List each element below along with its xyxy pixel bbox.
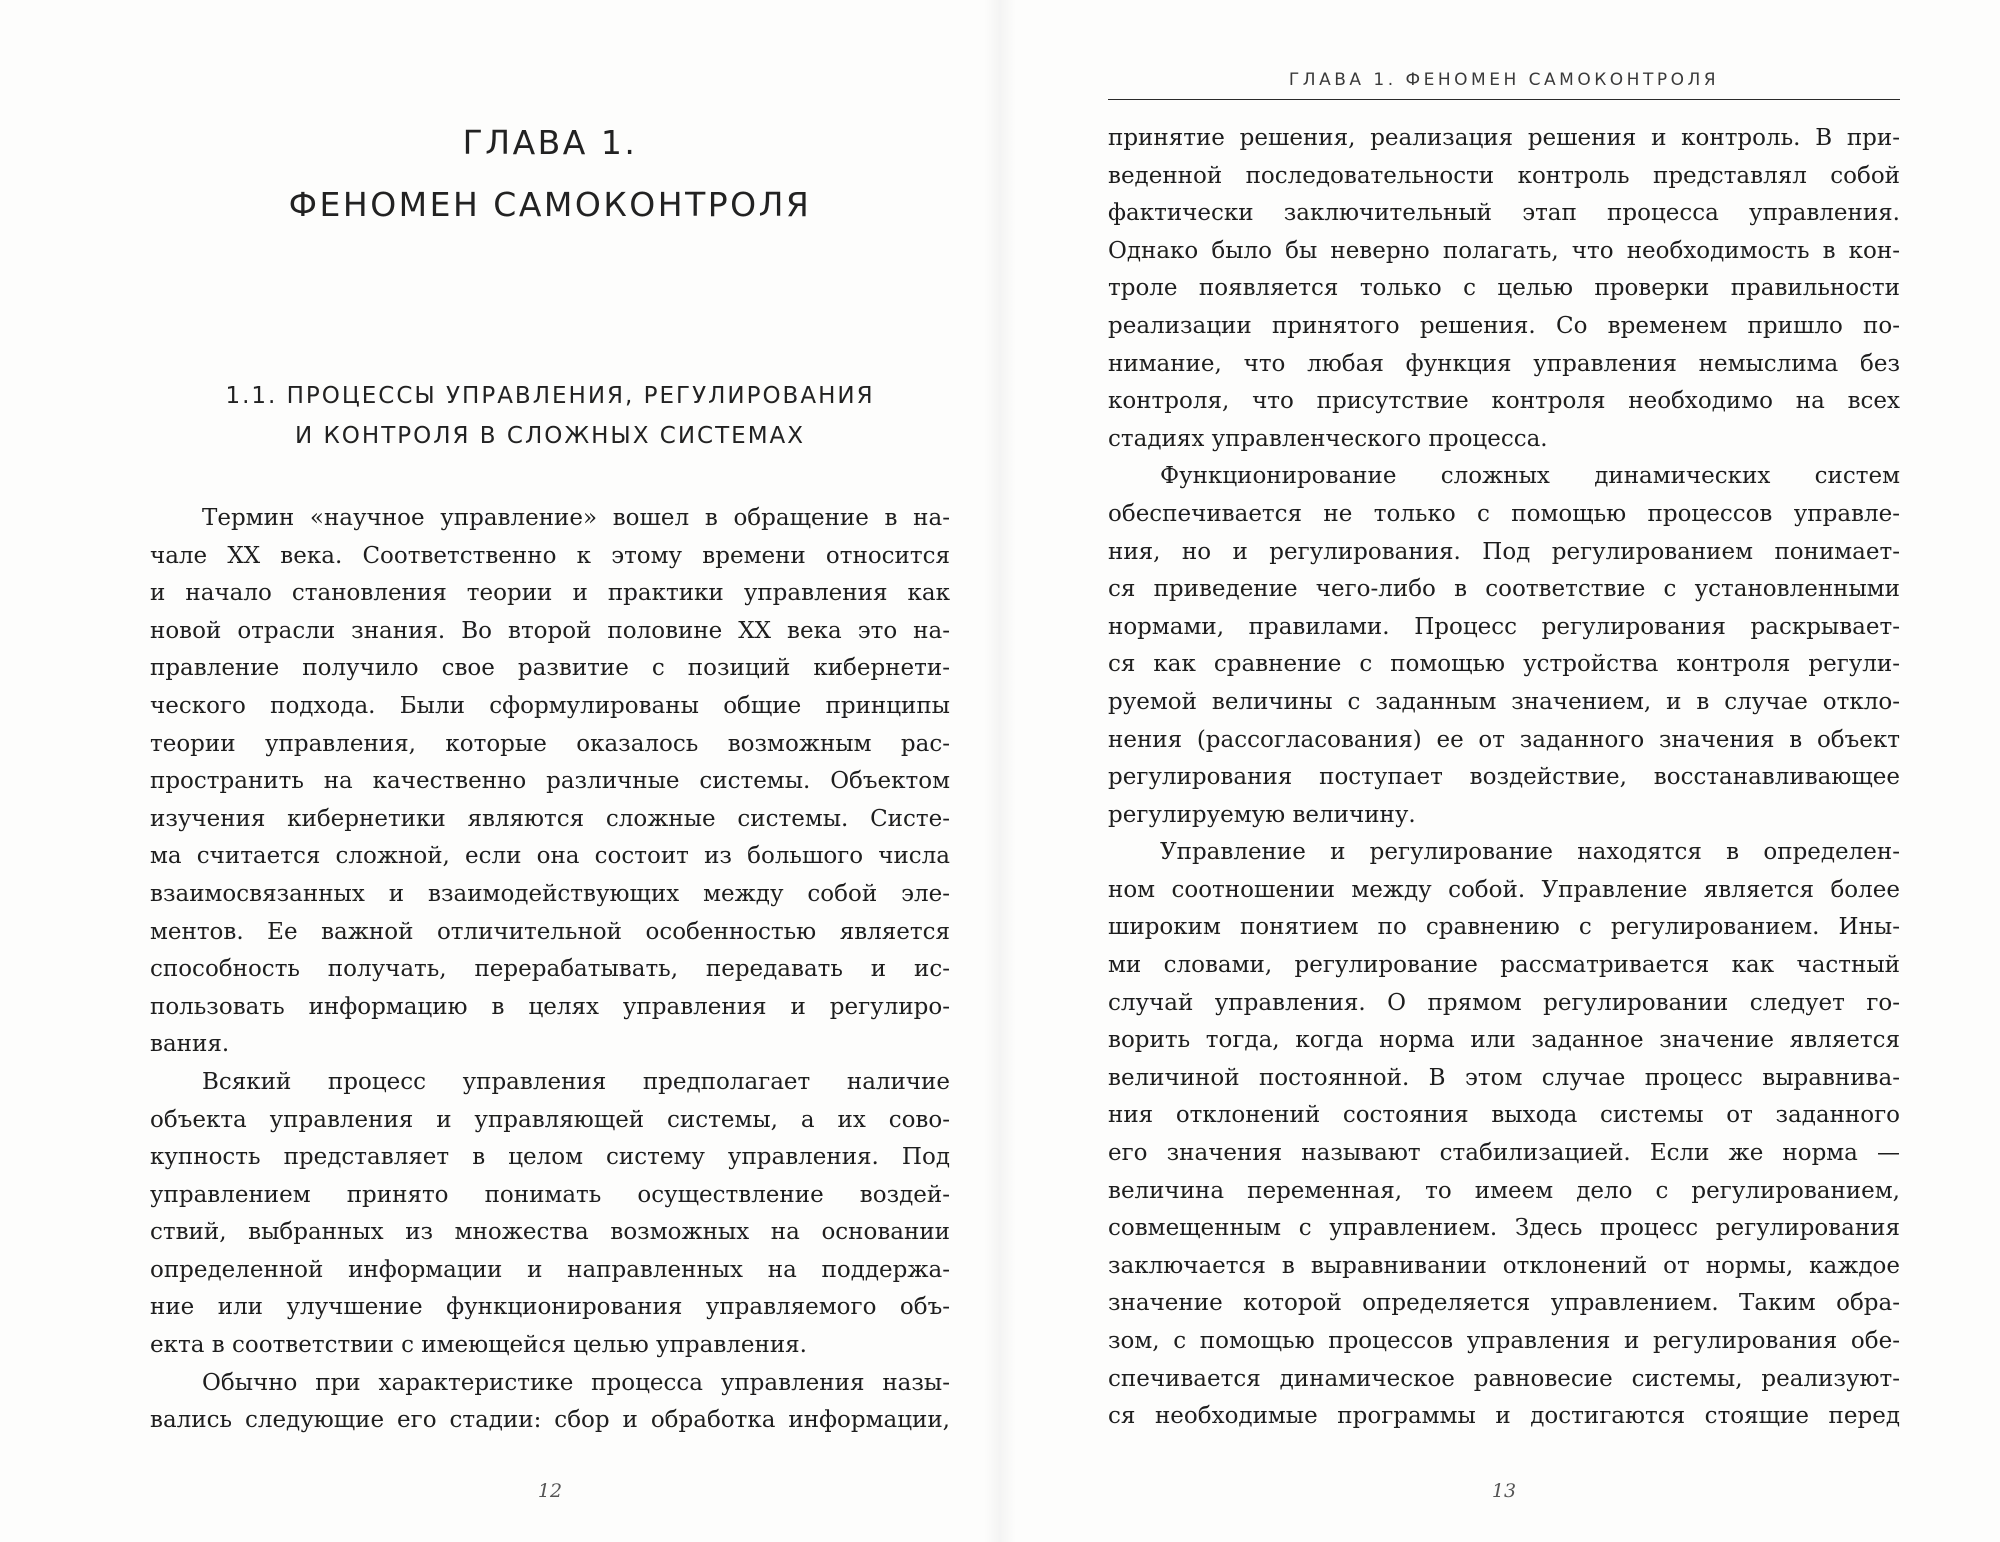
book-gutter: [984, 0, 1016, 1542]
text-line: определенной информации и направленных на поддержа-: [150, 1256, 950, 1283]
text-line: пространить на качественно различные системы. Объектом: [150, 768, 950, 795]
text-line: величиной постоянной. В этом случае процесс выравнива-: [1108, 1064, 1900, 1091]
section-title-line-2: И КОНТРОЛЯ В СЛОЖНЫХ СИСТЕМАХ: [294, 423, 806, 449]
text-line: вания.: [150, 1031, 230, 1058]
text-line: ствий, выбранных из множества возможных на основании: [150, 1219, 950, 1246]
text-line: ческого подхода. Были сформулированы общие принципы: [150, 692, 950, 719]
text-line: ния отклонений состояния выхода системы от заданного: [1108, 1102, 1900, 1129]
section-title: [150, 376, 950, 456]
text-line: значение которой определяется управлением. Таким обра-: [1108, 1290, 1900, 1317]
text-line: величина переменная, то имеем дело с регулированием,: [1108, 1177, 1900, 1204]
text-line: Управление и регулирование находятся в определен-: [1160, 839, 1900, 866]
text-line: спечивается динамическое равновесие системы, реализуют-: [1108, 1365, 1900, 1392]
text-line: ментов. Ее важной отличительной особенностью является: [150, 918, 950, 945]
chapter-title-line-1: ГЛАВА 1.: [462, 123, 638, 162]
text-line: чале XX века. Соответственно к этому времени относится: [150, 542, 950, 569]
text-line: нения (рассогласования) ее от заданного значения в объект: [1108, 726, 1900, 753]
text-line: управлением принято понимать осуществление воздей-: [150, 1181, 950, 1208]
text-line: зом, с помощью процессов управления и регулирования обе-: [1108, 1328, 1900, 1354]
text-line: ми словами, регулирование рассматривается как частный: [1108, 952, 1900, 979]
text-line: новой отрасли знания. Во второй половине XX века это на-: [150, 617, 950, 644]
text-line: ма считается сложной, если она состоит из большого числа: [150, 843, 950, 870]
text-line: руемой величины с заданным значением, и в случае откло-: [1108, 688, 1900, 715]
text-line: способность получать, перерабатывать, передавать и ис-: [150, 956, 950, 983]
text-line: веденной последовательности контроль представлял собой: [1108, 162, 1900, 189]
section-title-line-1: 1.1. ПРОЦЕССЫ УПРАВЛЕНИЯ, РЕГУЛИРОВАНИЯ: [225, 383, 875, 409]
text-line: нормами, правилами. Процесс регулирования раскрывает-: [1108, 613, 1900, 640]
text-line: Обычно при характеристике процесса управления назы-: [202, 1369, 950, 1396]
text-line: совмещенным с управлением. Здесь процесс регулирования: [1108, 1215, 1900, 1242]
text-line: Всякий процесс управления предполагает наличие: [202, 1068, 950, 1095]
right-body-text: [1108, 120, 1900, 1436]
text-line: взаимосвязанных и взаимодействующих между собой эле-: [150, 880, 950, 907]
text-line: регулируемую величину.: [1108, 801, 1416, 828]
text-line: ся приведение чего-либо в соответствие с установленными: [1108, 576, 1900, 603]
text-line: контроля, что присутствие контроля необходимо на всех: [1108, 388, 1900, 415]
text-line: ном соотношении между собой. Управление является более: [1108, 876, 1900, 903]
text-line: изучения кибернетики являются сложные системы. Систе-: [150, 805, 950, 832]
text-line: ся необходимые программы и достигаются стоящие перед: [1108, 1403, 1900, 1430]
text-line: заключается в выравнивании отклонений от нормы, каждое: [1108, 1252, 1900, 1279]
text-line: и начало становления теории и практики управления как: [150, 580, 950, 607]
text-line: ворить тогда, когда норма или заданное значение является: [1108, 1027, 1900, 1054]
text-line: принятие решения, реализация решения и контроль. В при-: [1108, 125, 1900, 151]
page-number-left: 12: [537, 1480, 563, 1502]
header-rule: [1108, 99, 1900, 100]
text-line: случай управления. О прямом регулировании следует го-: [1108, 989, 1900, 1016]
left-body-text: [150, 500, 950, 1440]
text-line: вались следующие его стадии: сбор и обработка информации,: [150, 1407, 950, 1434]
text-line: ся как сравнение с помощью устройства контроля регули-: [1108, 651, 1900, 678]
text-line: регулирования поступает воздействие, восстанавливающее: [1108, 764, 1900, 791]
text-line: купность представляет в целом систему управления. Под: [150, 1144, 950, 1171]
page-number-right: 13: [1491, 1480, 1517, 1502]
text-line: стадиях управленческого процесса.: [1108, 425, 1548, 452]
text-line: фактически заключительный этап процесса управления.: [1108, 200, 1900, 227]
text-line: объекта управления и управляющей системы, а их сово-: [150, 1106, 950, 1133]
text-line: теории управления, которые оказалось возможным рас-: [150, 730, 950, 757]
text-line: реализации принятого решения. Со временем пришло по-: [1108, 312, 1900, 339]
text-line: пользовать информацию в целях управления и регулиро-: [150, 993, 950, 1020]
right-page: [1000, 0, 2000, 1542]
text-line: его значения называют стабилизацией. Если же норма —: [1108, 1140, 1900, 1167]
text-line: обеспечивается не только с помощью процессов управле-: [1108, 500, 1900, 527]
text-line: ния, но и регулирования. Под регулированием понимает-: [1108, 538, 1900, 565]
text-line: правление получило свое развитие с позиций кибернети-: [150, 655, 950, 682]
text-line: Однако было бы неверно полагать, что необходимость в кон-: [1108, 237, 1900, 264]
text-line: Функционирование сложных динамических систем: [1160, 463, 1900, 490]
chapter-title-line-2: ФЕНОМЕН САМОКОНТРОЛЯ: [288, 185, 812, 224]
text-line: ние или улучшение функционирования управляемого объ-: [150, 1294, 950, 1321]
chapter-title: [150, 112, 950, 236]
text-line: троле появляется только с целью проверки правильности: [1108, 275, 1900, 302]
text-line: екта в соответствии с имеющейся целью управления.: [150, 1332, 807, 1359]
text-line: широким понятием по сравнению с регулированием. Ины-: [1108, 914, 1900, 941]
text-line: нимание, что любая функция управления немыслима без: [1108, 350, 1900, 377]
text-line: Термин «научное управление» вошел в обращение в на-: [202, 505, 950, 531]
running-header: ГЛАВА 1. ФЕНОМЕН САМОКОНТРОЛЯ: [1288, 70, 1720, 90]
